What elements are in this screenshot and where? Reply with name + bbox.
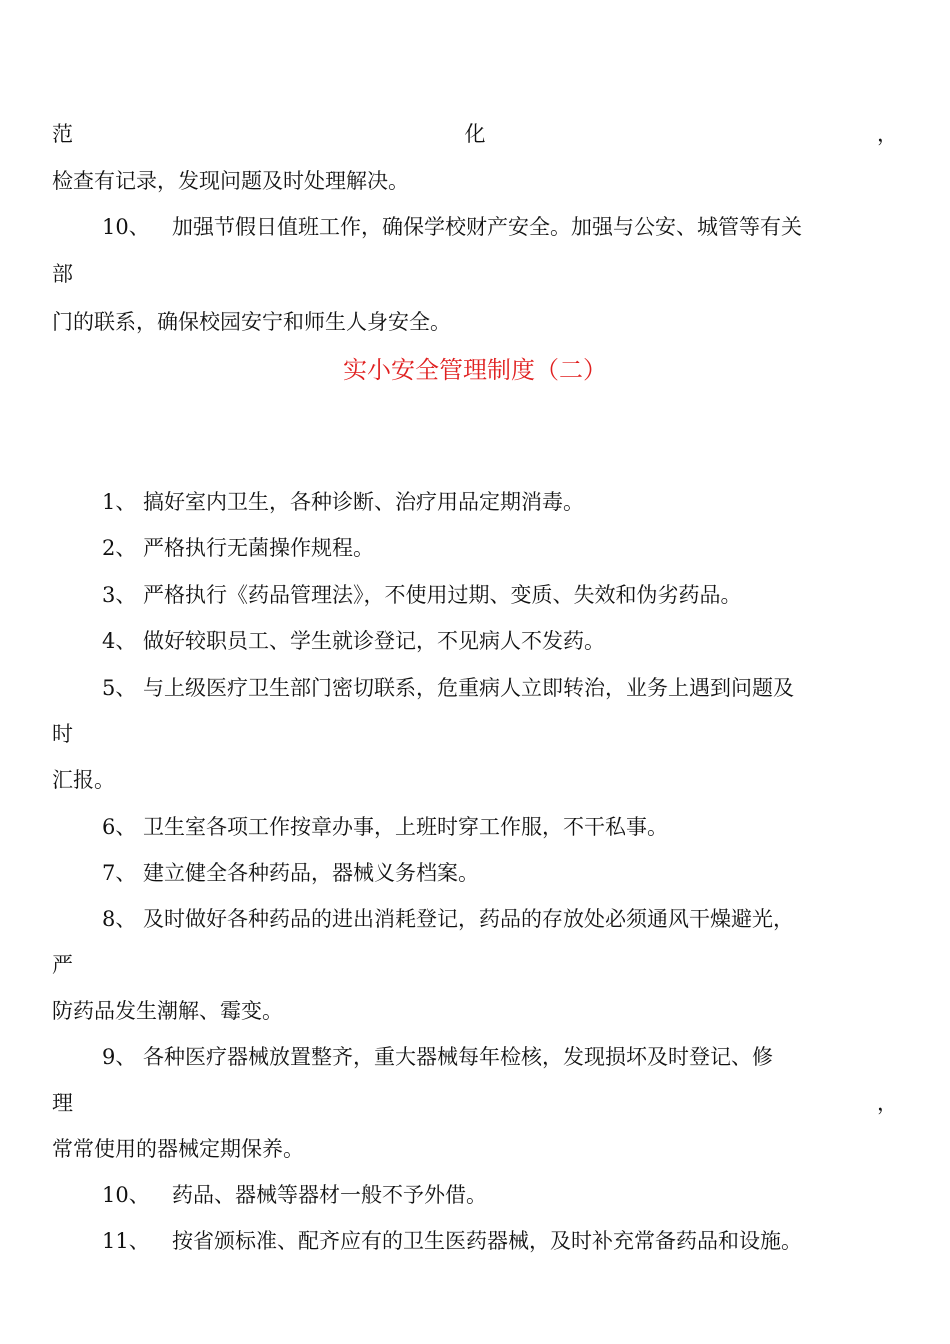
section-title: 实小安全管理制度（二） [343,356,607,384]
list-item [102,1229,898,1253]
text-fragment: 化 [464,122,486,146]
list-item: 2、 严格执行无菌操作规程。 [102,536,375,560]
list-item [102,1183,898,1207]
item-number: 11、 [102,1229,150,1253]
list-item: 9、 各种医疗器械放置整齐，重大器械每年检核，发现损坏及时登记、修 [102,1045,774,1069]
paragraph-line: 严 [52,953,73,977]
justified-line [52,1091,898,1115]
list-item: 3、 严格执行《药品管理法》，不使用过期、变质、失效和伪劣药品。 [102,583,742,607]
paragraph-line: 汇报。 [52,768,115,792]
paragraph-line: 检查有记录，发现问题及时处理解决。 [52,169,409,193]
item-text: 加强节假日值班工作，确保学校财产安全。加强与公安、城管等有关 [172,215,802,239]
item-text: 药品、器械等器材一般不予外借。 [172,1183,487,1207]
list-item: 7、 建立健全各种药品，器械义务档案。 [102,861,480,885]
item-text: 按省颁标准、配齐应有的卫生医药器械，及时补充常备药品和设施。 [172,1229,802,1253]
paragraph-line: 防药品发生潮解、霉变。 [52,999,283,1023]
paragraph-line: 时 [52,722,73,746]
item-number: 10、 [102,215,150,239]
list-item: 4、 做好较职员工、学生就诊登记，不见病人不发药。 [102,629,606,653]
list-item: 6、 卫生室各项工作按章办事，上班时穿工作服，不干私事。 [102,815,669,839]
paragraph-line: 部 [52,262,73,286]
item-number: 10、 [102,1183,150,1207]
text-fragment: 范 [52,122,73,146]
text-fragment: ， [877,1091,898,1115]
text-fragment: 理 [52,1091,73,1115]
paragraph-line: 门的联系，确保校园安宁和师生人身安全。 [52,310,451,334]
list-item: 8、 及时做好各种药品的进出消耗登记，药品的存放处必须通风干燥避光， [102,907,795,931]
list-item: 1、 搞好室内卫生，各种诊断、治疗用品定期消毒。 [102,490,585,514]
paragraph-line [102,215,898,239]
justified-line [52,122,898,146]
paragraph-line: 常常使用的器械定期保养。 [52,1137,304,1161]
list-item: 5、 与上级医疗卫生部门密切联系，危重病人立即转治，业务上遇到问题及 [102,676,795,700]
text-fragment: ， [877,122,898,146]
